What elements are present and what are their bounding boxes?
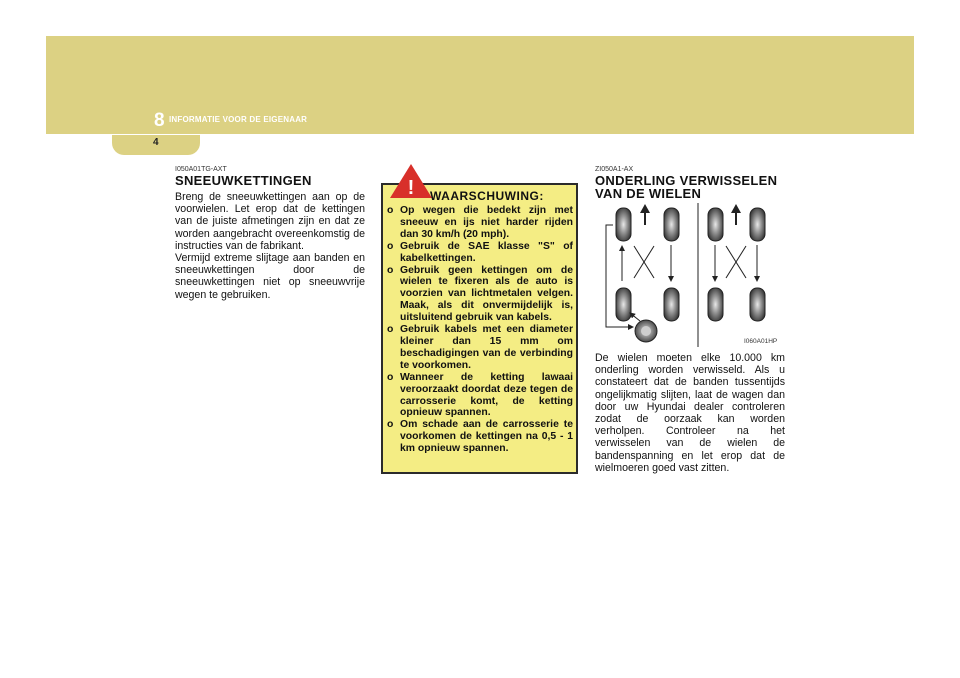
section-body [175, 191, 365, 301]
warning-item-text: Wanneer de ketting lawaai veroorzaakt doordat deze tegen de carrosserie komt, de ketting opnieuw spannen. [400, 371, 573, 419]
heading-line: ONDERLING VERWISSELEN [595, 173, 778, 188]
bullet: o [387, 324, 394, 336]
bullet: o [387, 371, 394, 383]
warning-item [387, 419, 573, 455]
warning-item-text: Om schade aan de carrosserie te voorkomen de kettingen na 0,5 - 1 km opnieuw spannen. [400, 419, 573, 455]
snow-chains-section [175, 166, 365, 301]
warning-item-text: Op wegen die bedekt zijn met sneeuw en ijs niet harder rijden dan 30 km/h (20 mph). [400, 205, 573, 240]
bullet: o [387, 240, 394, 252]
heading-line: VAN DE WIELEN [595, 186, 702, 201]
section-heading: SNEEUWKETTINGEN [175, 173, 312, 188]
warning-item-text: Gebruik de SAE klasse "S" of kabelkettingen. [400, 240, 573, 264]
page-number: 4 [153, 137, 159, 148]
bullet: o [387, 419, 394, 431]
tire-rotation-diagram [597, 201, 784, 348]
warning-item-text: Gebruik kabels met een diameter kleiner dan 15 mm om beschadigingen van de verbinding te voorkomen. [400, 324, 573, 371]
warning-item [387, 265, 573, 325]
paragraph: De wielen moeten elke 10.000 km onderling worden verwisseld. Als u constateert dat de banden tussentijds ongelijkmatig slijten, laat de wagen dan door uw Hyundai dealer controleren zodat de oorzaak kan worden verholpen. Controleer na het verwisselen van de wielen de bandenspanning en let erop dat de wielmoeren goed vast zitten. [595, 352, 785, 474]
warning-icon-symbol: ! [407, 177, 415, 199]
tire-icon [708, 208, 723, 241]
warning-item [387, 205, 573, 241]
paragraph: Vermijd extreme slijtage aan banden en sneeuwkettingen door de sneeuwkettingen niet op sneeuwvrije wegen te gebruiken. [175, 252, 365, 301]
section-code: I050A01TG-AXT [175, 166, 227, 173]
chapter-number: 8 [154, 110, 165, 131]
tire-icon [750, 208, 765, 241]
tire-icon [616, 208, 631, 241]
tire-rotation-section [595, 166, 785, 204]
warning-item [387, 324, 573, 372]
figure-code: I060A01HP [744, 338, 778, 345]
tire-icon [616, 288, 631, 321]
tire-rotation-body [595, 352, 785, 474]
tire-icon [664, 208, 679, 241]
warning-item [387, 372, 573, 420]
bullet: o [387, 205, 394, 216]
section-code: ZI050A1-AX [595, 166, 634, 173]
spare-tire-icon [635, 320, 657, 342]
section-heading [595, 174, 785, 200]
tire-icon [708, 288, 723, 321]
bullet: o [387, 264, 394, 276]
warning-triangle-icon [389, 163, 433, 199]
warning-title: WAARSCHUWING: [430, 189, 544, 203]
tire-icon [750, 288, 765, 321]
chapter-title: INFORMATIE VOOR DE EIGENAAR [169, 115, 308, 124]
tire-icon [664, 288, 679, 321]
warning-list [387, 205, 573, 455]
warning-item-text: Gebruik geen kettingen om de wielen te fixeren als de auto is voorzien van lichtmetalen velgen. Maak, als dit onvermijdelijk is, uitsluitend gebruik van kabels. [400, 264, 573, 324]
warning-item [387, 241, 573, 265]
paragraph: Breng de sneeuwkettingen aan op de voorwielen. Let erop dat de kettingen van de juiste afmetingen zijn en dat ze worden aangebracht overeenkomstig de instructies van de fabrikant. [175, 191, 365, 252]
